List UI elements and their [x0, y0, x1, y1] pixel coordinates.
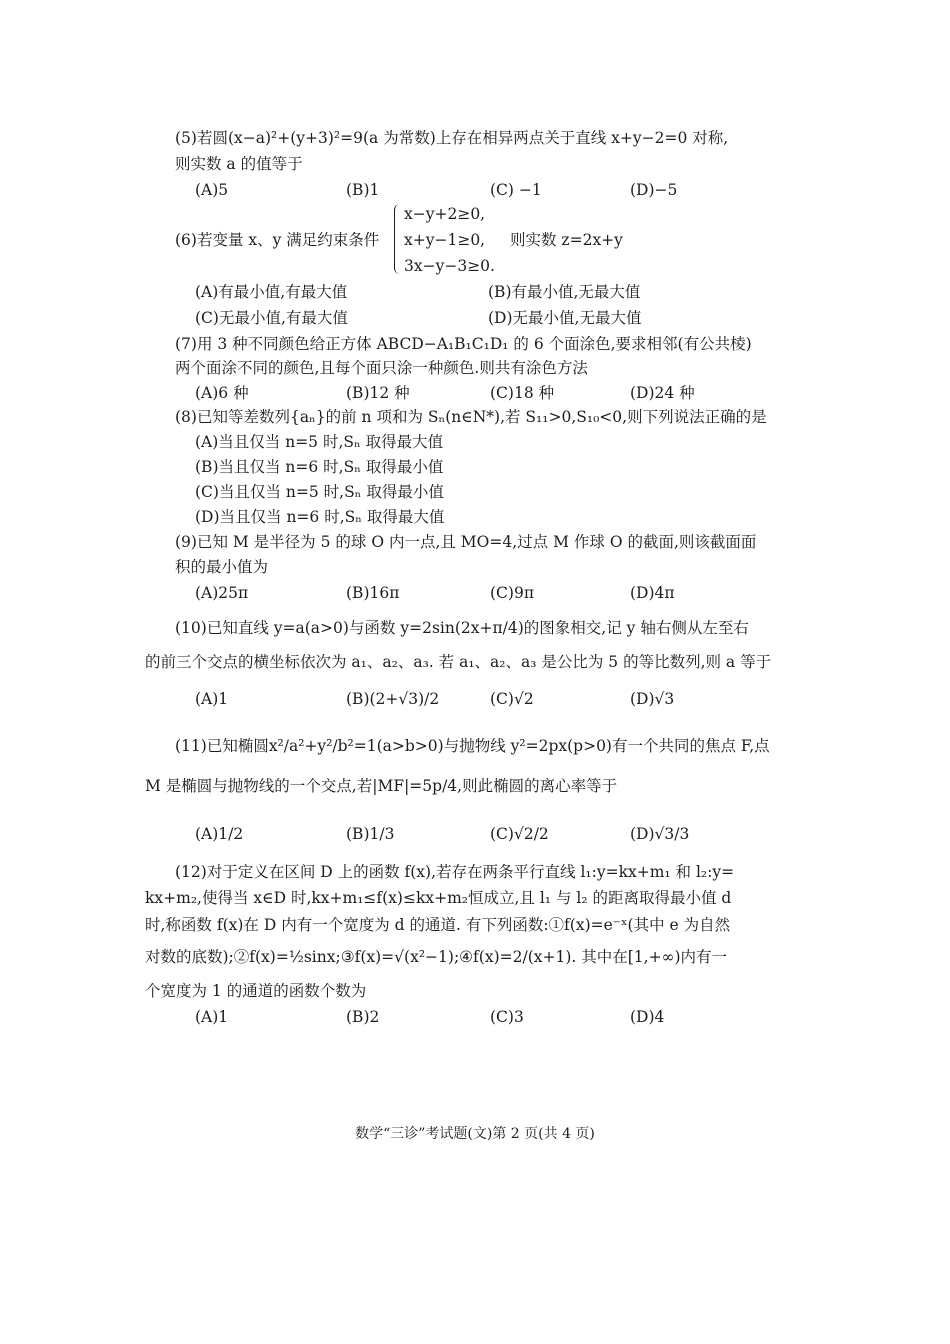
q8-option-a: (A)当且仅当 n=5 时,Sₙ 取得最大值 [195, 433, 444, 451]
q9-option-a: (A)25π [195, 584, 249, 602]
q7-line2: 两个面涂不同的颜色,且每个面只涂一种颜色.则共有涂色方法 [175, 359, 588, 377]
q9-option-c: (C)9π [490, 584, 535, 602]
q9-line2: 积的最小值为 [175, 558, 269, 576]
q10-line2: 的前三个交点的横坐标依次为 a₁、a₂、a₃. 若 a₁、a₂、a₃ 是公比为 5 的等比数列,则 a 等于 [145, 653, 772, 671]
q12-option-b: (B)2 [346, 1008, 380, 1026]
q5-option-d: (D)−5 [630, 181, 678, 199]
q6-condition-2: x+y−1≥0, [404, 231, 486, 249]
q6-condition-1: x−y+2≥0, [404, 205, 486, 223]
q12-line3: 时,称函数 f(x)在 D 内有一个宽度为 d 的通道. 有下列函数:①f(x)=e⁻ˣ(其中 e 为自然 [145, 916, 731, 934]
q10-line1: (10)已知直线 y=a(a>0)与函数 y=2sin(2x+π/4)的图象相交,记 y 轴右侧从左至右 [175, 619, 749, 637]
q12-line5: 个宽度为 1 的通道的函数个数为 [145, 982, 367, 1000]
q6-option-a: (A)有最小值,有最大值 [195, 283, 348, 301]
q5-line2: 则实数 a 的值等于 [175, 155, 303, 173]
q10-option-d: (D)√3 [630, 690, 675, 708]
q11-option-a: (A)1/2 [195, 825, 244, 843]
q5-option-c: (C) −1 [490, 181, 542, 199]
q5-option-b: (B)1 [346, 181, 380, 199]
q11-line1: (11)已知椭圆x²/a²+y²/b²=1(a>b>0)与抛物线 y²=2px(p>0)有一个共同的焦点 F,点 [175, 737, 770, 755]
constraint-brace [394, 204, 403, 274]
q12-option-a: (A)1 [195, 1008, 229, 1026]
q12-line1: (12)对于定义在区间 D 上的函数 f(x),若存在两条平行直线 l₁:y=kx+m₁ 和 l₂:y= [175, 863, 735, 881]
q6-stem: (6)若变量 x、y 满足约束条件 [175, 231, 380, 249]
q7-line1: (7)用 3 种不同颜色给正方体 ABCD−A₁B₁C₁D₁ 的 6 个面涂色,要求相邻(有公共棱) [175, 335, 752, 353]
q5-option-a: (A)5 [195, 181, 229, 199]
q6-condition-3: 3x−y−3≥0. [404, 257, 495, 275]
q8-option-d: (D)当且仅当 n=6 时,Sₙ 取得最大值 [195, 508, 445, 526]
q8-option-b: (B)当且仅当 n=6 时,Sₙ 取得最小值 [195, 458, 444, 476]
q7-option-d: (D)24 种 [630, 384, 695, 402]
q6-option-b: (B)有最小值,无最大值 [488, 283, 641, 301]
q10-option-c: (C)√2 [490, 690, 534, 708]
q8-line1: (8)已知等差数列{aₙ}的前 n 项和为 Sₙ(n∈N*),若 S₁₁>0,S₁₀<0,则下列说法正确的是 [175, 408, 767, 426]
q5-line1: (5)若圆(x−a)²+(y+3)²=9(a 为常数)上存在相异两点关于直线 x+y−2=0 对称, [175, 129, 729, 147]
page-footer: 数学“三诊”考试题(文)第 2 页(共 4 页) [355, 1126, 595, 1142]
q11-option-d: (D)√3/3 [630, 825, 690, 843]
q12-line2: kx+m₂,使得当 x∈D 时,kx+m₁≤f(x)≤kx+m₂恒成立,且 l₁ 与 l₂ 的距离取得最小值 d [145, 889, 732, 907]
q6-option-c: (C)无最小值,有最大值 [195, 309, 348, 327]
q9-option-d: (D)4π [630, 584, 675, 602]
q12-option-d: (D)4 [630, 1008, 665, 1026]
q8-option-c: (C)当且仅当 n=5 时,Sₙ 取得最小值 [195, 483, 444, 501]
q11-option-b: (B)1/3 [346, 825, 395, 843]
q12-line4: 对数的底数);②f(x)=½sinx;③f(x)=√(x²−1);④f(x)=2/(x+1). 其中在[1,+∞)内有一 [145, 948, 728, 966]
q10-option-b: (B)(2+√3)/2 [346, 690, 440, 708]
q11-option-c: (C)√2/2 [490, 825, 549, 843]
q7-option-b: (B)12 种 [346, 384, 410, 402]
q7-option-a: (A)6 种 [195, 384, 249, 402]
q6-tail: 则实数 z=2x+y [510, 231, 623, 249]
q7-option-c: (C)18 种 [490, 384, 555, 402]
q9-line1: (9)已知 M 是半径为 5 的球 O 内一点,且 MO=4,过点 M 作球 O 的截面,则该截面面 [175, 533, 757, 551]
q12-option-c: (C)3 [490, 1008, 524, 1026]
q6-option-d: (D)无最小值,无最大值 [488, 309, 642, 327]
q10-option-a: (A)1 [195, 690, 229, 708]
q11-line2: M 是椭圆与抛物线的一个交点,若|MF|=5p/4,则此椭圆的离心率等于 [145, 777, 618, 795]
q9-option-b: (B)16π [346, 584, 400, 602]
